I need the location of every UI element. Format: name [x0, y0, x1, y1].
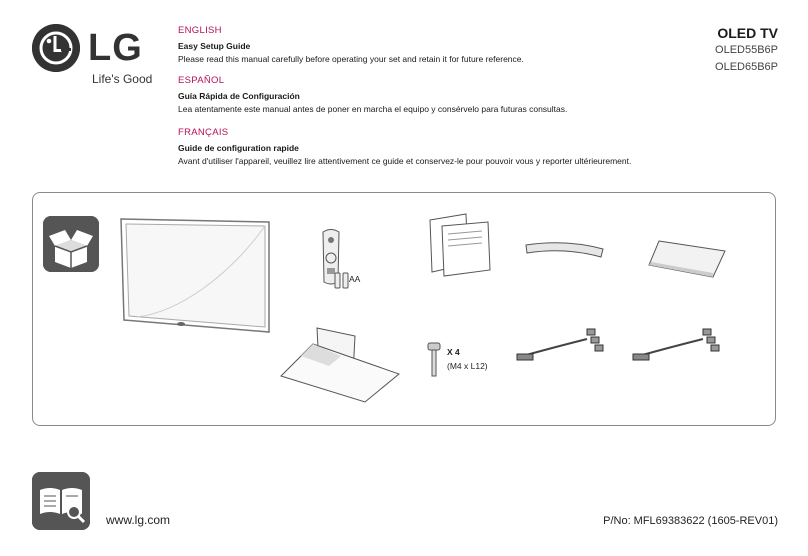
- battery-icon: [334, 271, 350, 289]
- lang-title: ENGLISH: [178, 25, 222, 36]
- lang-description: Please read this manual carefully before operating your set and retain it for future reference.: [178, 54, 524, 64]
- model-code: OLED55B6P: [715, 44, 778, 56]
- battery-label: AA: [349, 274, 361, 284]
- product-name: OLED TV: [717, 25, 778, 41]
- components-box: [32, 192, 776, 426]
- tv-panel: [119, 216, 273, 334]
- screw-size: (M4 x L12): [447, 361, 488, 371]
- model-block: [715, 24, 778, 76]
- lang-block-spanish: [178, 75, 567, 115]
- logo-wordmark: LG: [88, 27, 143, 69]
- lg-logo: [32, 24, 172, 88]
- logo-tagline: Life's Good: [92, 72, 153, 86]
- lang-subtitle: Easy Setup Guide: [178, 41, 251, 51]
- manual-search-icon: [32, 472, 90, 530]
- website-link[interactable]: www.lg.com: [106, 513, 171, 527]
- cable-holder: [521, 233, 607, 263]
- screw-quantity: X 4: [447, 347, 460, 357]
- lang-block-french: [178, 127, 631, 167]
- lang-subtitle: Guide de configuration rapide: [178, 143, 299, 153]
- lang-subtitle: Guía Rápida de Configuración: [178, 91, 300, 101]
- part-number: P/No: MFL69383622 (1605-REV01): [603, 515, 778, 527]
- manuals: [428, 212, 494, 278]
- lang-title: FRANÇAIS: [178, 127, 229, 138]
- lang-description: Avant d'utiliser l'appareil, veuillez lire attentivement ce guide et conservez-le pour pouvoir vous y reporter ultérieurement.: [178, 156, 632, 166]
- back-cover: [647, 237, 727, 279]
- av-cable: [515, 327, 615, 365]
- screw: [427, 341, 441, 379]
- lg-face-icon: [32, 24, 80, 72]
- component-cable: [631, 327, 731, 365]
- model-code: OLED65B6P: [715, 61, 778, 73]
- lang-block-english: [178, 25, 524, 65]
- lang-description: Lea atentamente este manual antes de poner en marcha el equipo y consérvelo para futuras consultas.: [178, 104, 568, 114]
- lang-title: ESPAÑOL: [178, 75, 225, 86]
- stand: [279, 326, 403, 404]
- box-icon: [43, 216, 99, 272]
